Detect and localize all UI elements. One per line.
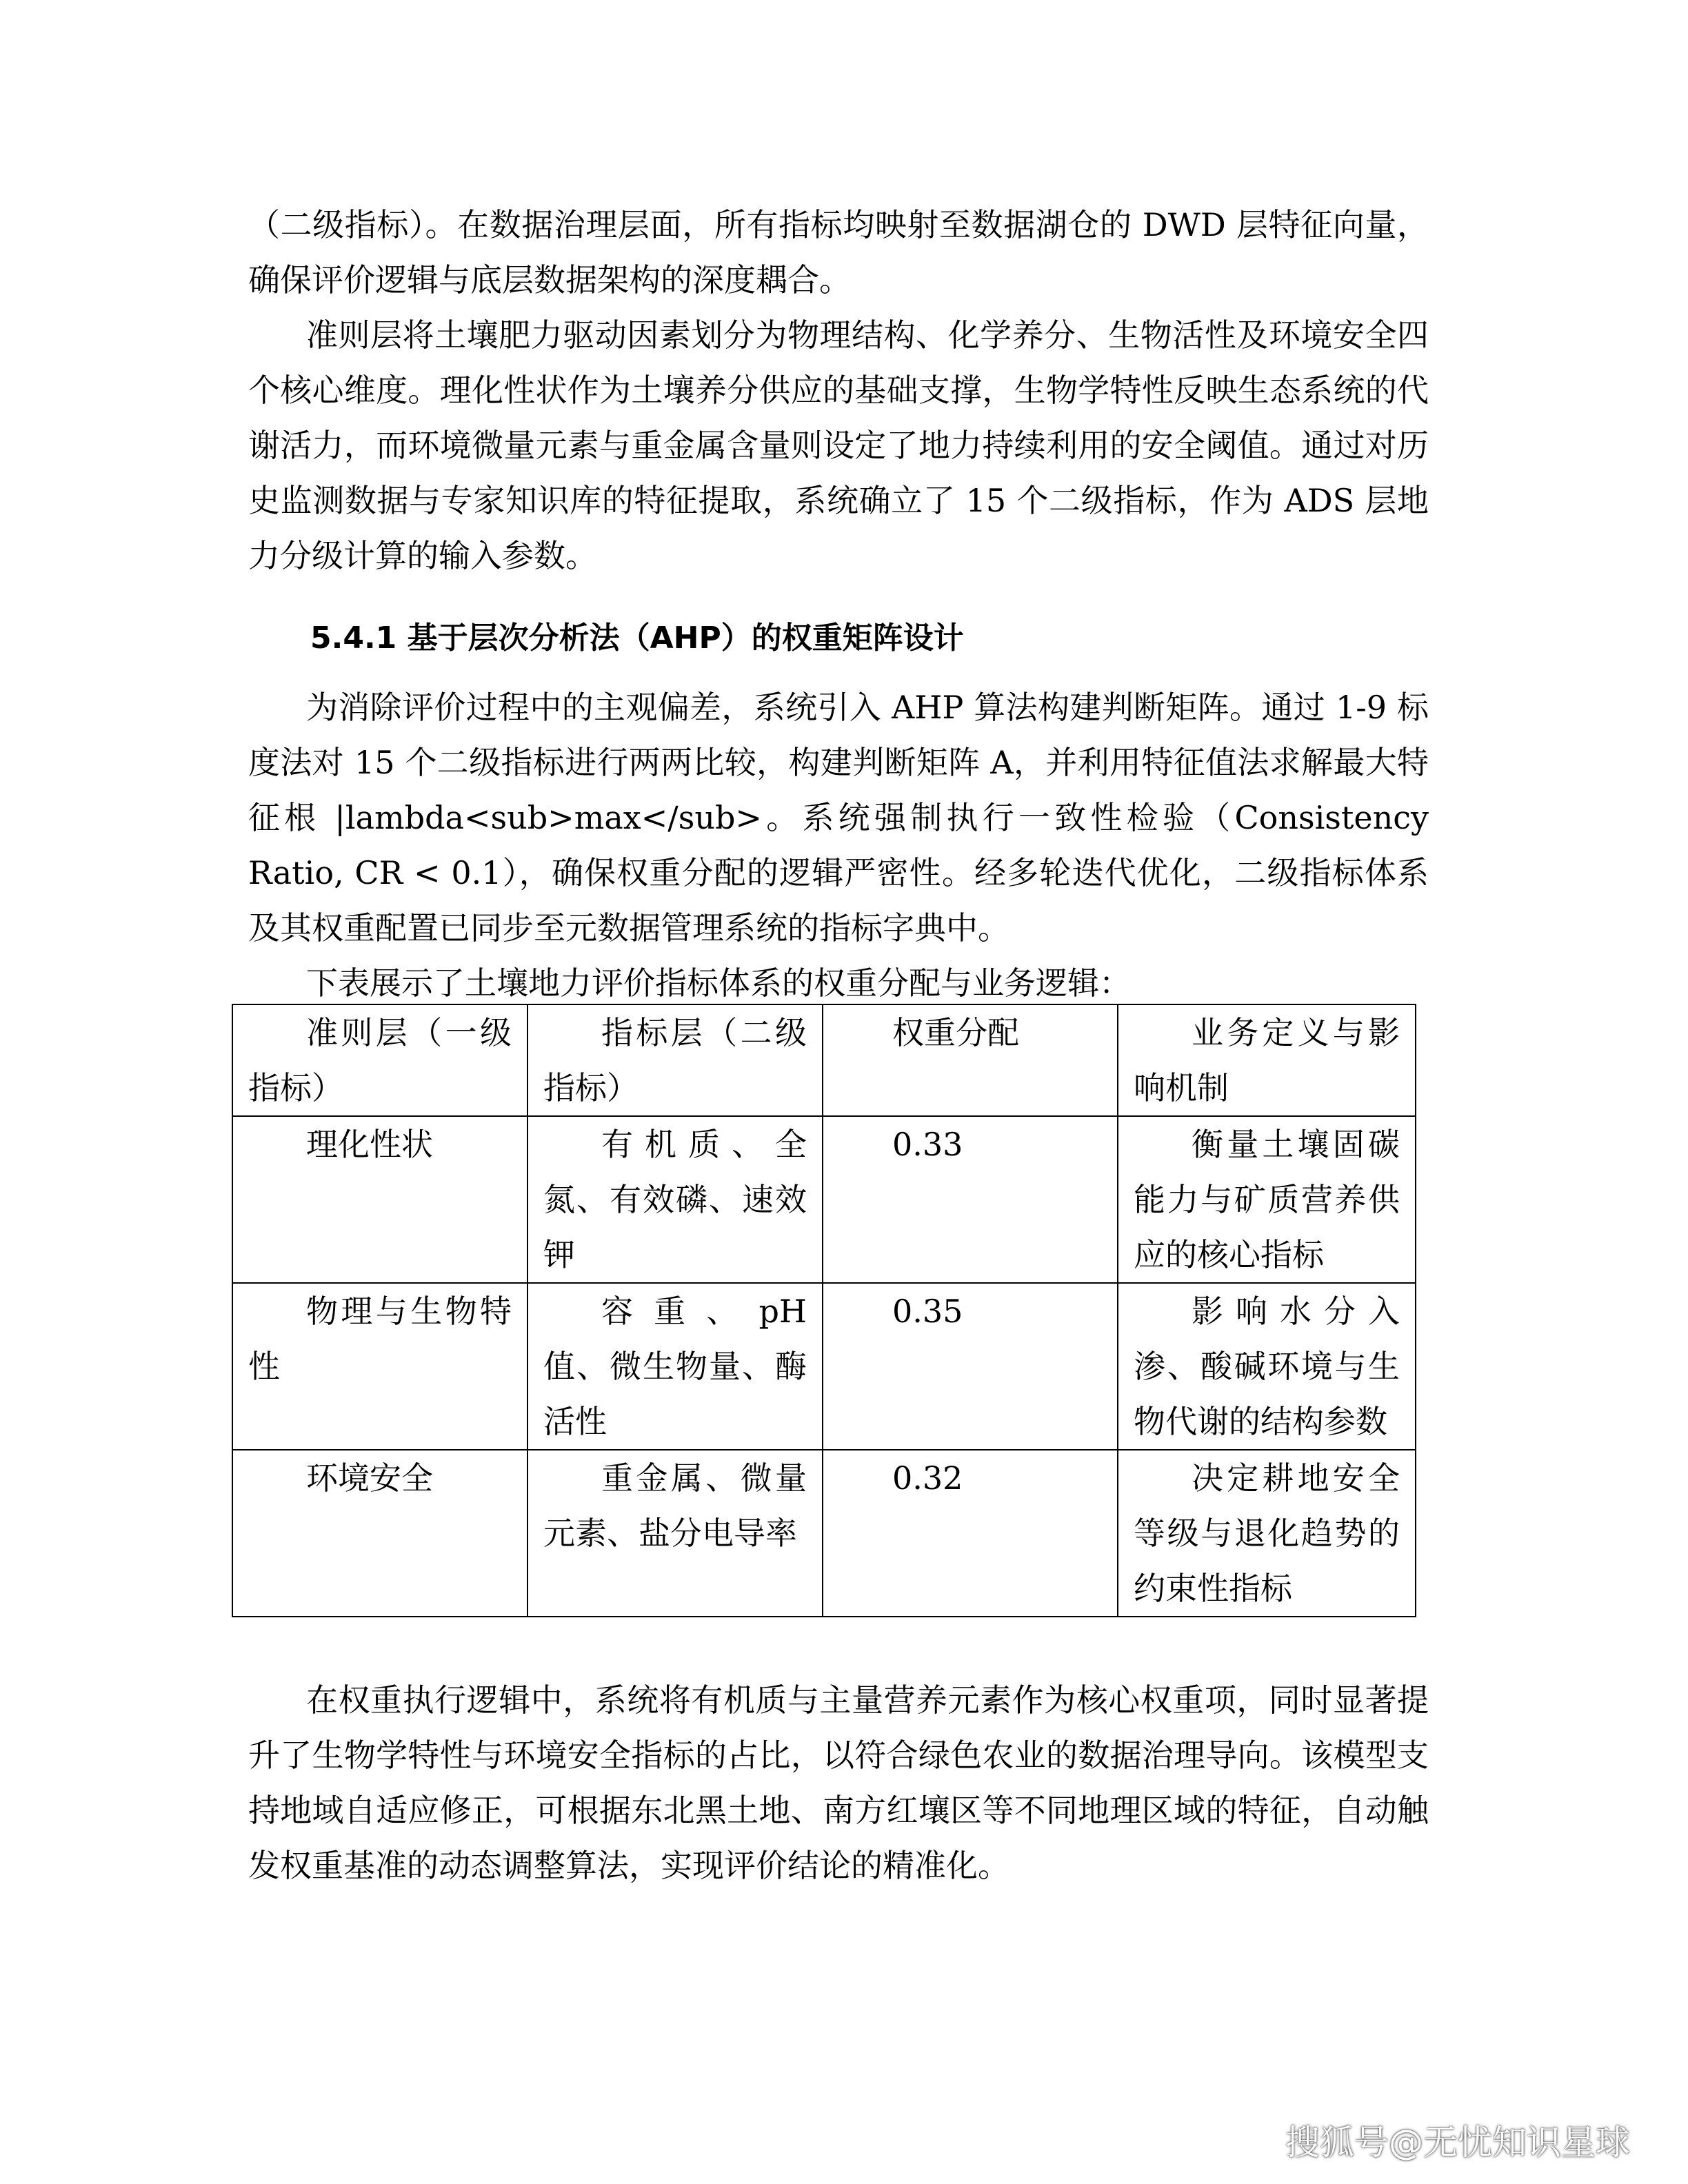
cell-indicators: 重金属、微量元素、盐分电导率 bbox=[528, 1450, 823, 1617]
table-header-row bbox=[232, 1004, 1416, 1116]
cell-weight: 0.32 bbox=[823, 1450, 1118, 1617]
table-row bbox=[232, 1283, 1416, 1450]
section-heading: 5.4.1 基于层次分析法（AHP）的权重矩阵设计 bbox=[310, 620, 964, 656]
weight-table bbox=[232, 1004, 1416, 1617]
cell-definition: 影响水分入渗、酸碱环境与生物代谢的结构参数 bbox=[1118, 1283, 1416, 1450]
cell-criterion: 理化性状 bbox=[232, 1116, 528, 1283]
header-indicator-layer: 指标层（二级指标） bbox=[528, 1004, 823, 1116]
table-caption: 下表展示了土壤地力评价指标体系的权重分配与业务逻辑： bbox=[306, 964, 1131, 1002]
table-row bbox=[232, 1116, 1416, 1283]
cell-criterion: 环境安全 bbox=[232, 1450, 528, 1617]
cell-indicators: 容重、pH 值、微生物量、酶活性 bbox=[528, 1283, 823, 1450]
paragraph-ahp-method: 为消除评价过程中的主观偏差，系统引入 AHP 算法构建判断矩阵。通过 1-9 标度法对 15 个二级指标进行两两比较，构建判断矩阵 A，并利用特征值法求解最大特征根 |lambda<sub>max</sub>。系统强制执行一致性检验（Consistency Ratio, CR < 0.1），确保权重分配的逻辑严密性。经多轮迭代优化，二级指标体系及其权重配置已同步至元数据管理系统的指标字典中。 bbox=[248, 689, 1429, 947]
cell-indicators: 有机质、全氮、有效磷、速效钾 bbox=[528, 1116, 823, 1283]
cell-weight: 0.35 bbox=[823, 1283, 1118, 1450]
cell-definition: 衡量土壤固碳能力与矿质营养供应的核心指标 bbox=[1118, 1116, 1416, 1283]
header-criterion-layer: 准则层（一级指标） bbox=[232, 1004, 528, 1116]
watermark: 搜狐号@无忧知识星球 bbox=[1285, 2123, 1630, 2163]
cell-definition: 决定耕地安全等级与退化趋势的约束性指标 bbox=[1118, 1450, 1416, 1617]
header-weight: 权重分配 bbox=[823, 1004, 1118, 1116]
paragraph-criterion-layer: 准则层将土壤肥力驱动因素划分为物理结构、化学养分、生物活性及环境安全四个核心维度。理化性状作为土壤养分供应的基础支撑，生物学特性反映生态系统的代谢活力，而环境微量元素与重金属含量则设定了地力持续利用的安全阈值。通过对历史监测数据与专家知识库的特征提取，系统确立了 15 个二级指标，作为 ADS 层地力分级计算的输入参数。 bbox=[248, 316, 1429, 574]
paragraph-dwd-mapping: （二级指标）。在数据治理层面，所有指标均映射至数据湖仓的 DWD 层特征向量，确保评价逻辑与底层数据架构的深度耦合。 bbox=[248, 206, 1429, 299]
table-row bbox=[232, 1450, 1416, 1617]
cell-weight: 0.33 bbox=[823, 1116, 1118, 1283]
paragraph-weight-logic: 在权重执行逻辑中，系统将有机质与主量营养元素作为核心权重项，同时显著提升了生物学特性与环境安全指标的占比，以符合绿色农业的数据治理导向。该模型支持地域自适应修正，可根据东北黑土地、南方红壤区等不同地理区域的特征，自动触发权重基准的动态调整算法，实现评价结论的精准化。 bbox=[248, 1681, 1429, 1884]
header-definition: 业务定义与影响机制 bbox=[1118, 1004, 1416, 1116]
cell-criterion: 物理与生物特性 bbox=[232, 1283, 528, 1450]
